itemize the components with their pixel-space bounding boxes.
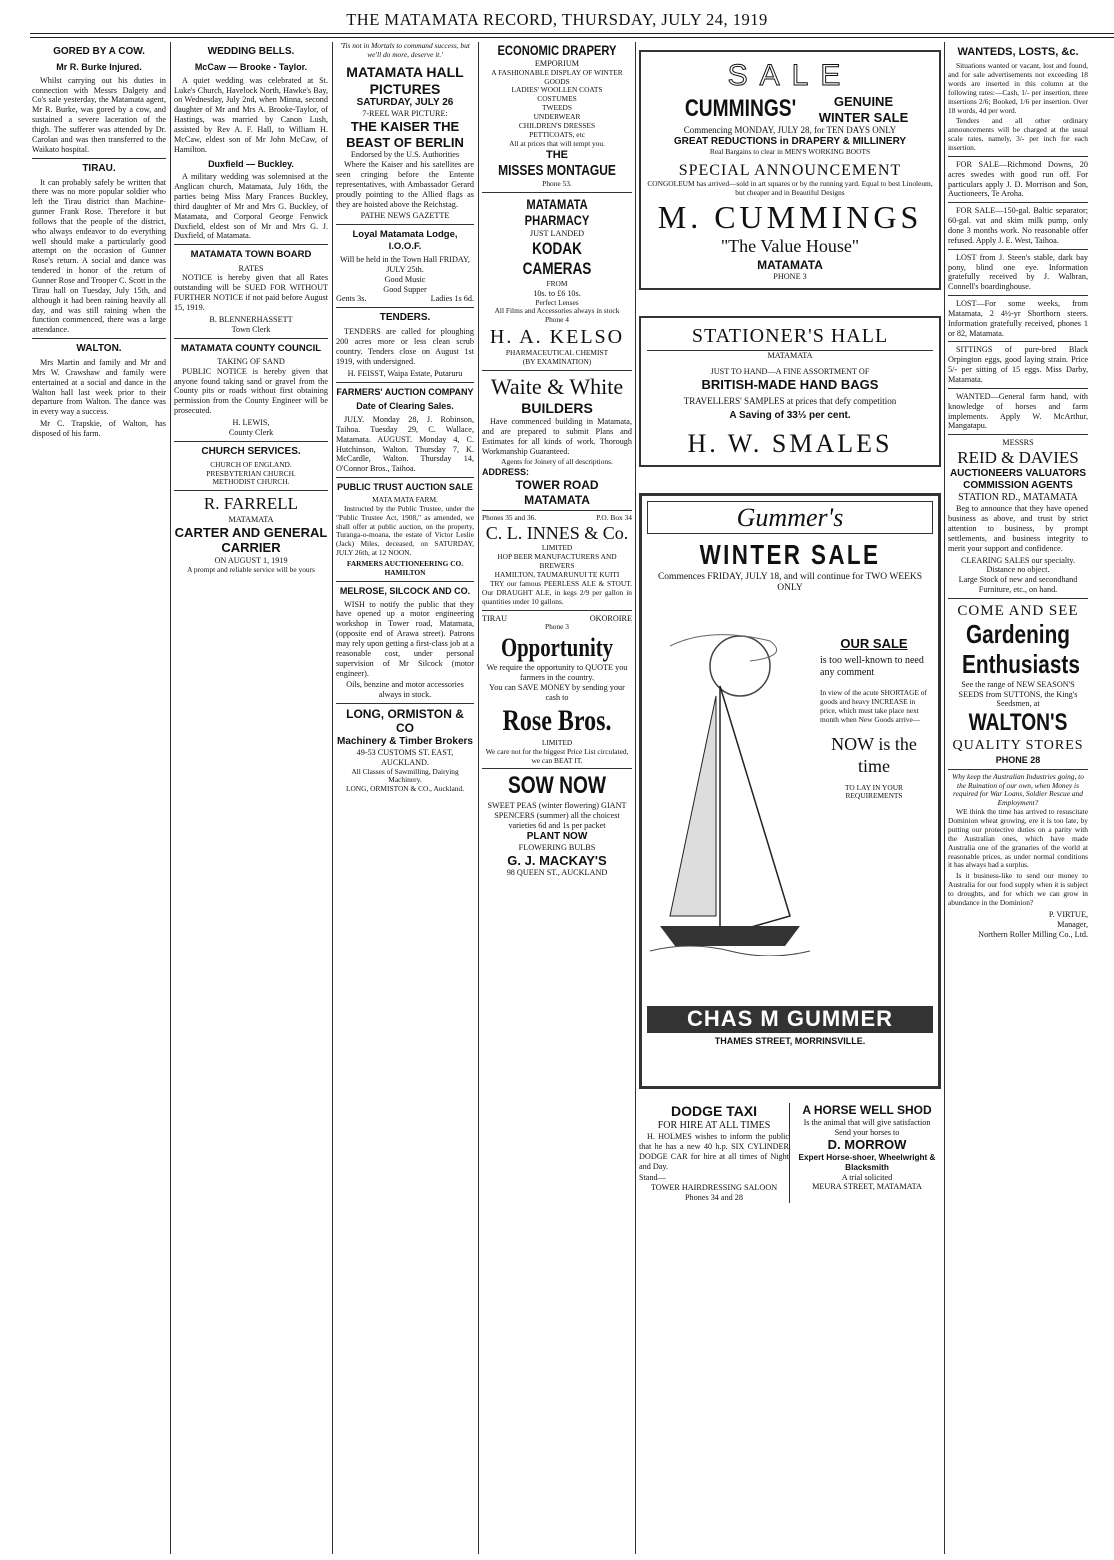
carrier-date: ON AUGUST 1, 1919 bbox=[214, 555, 288, 565]
tenders-heading: TENDERS. bbox=[379, 312, 431, 324]
clearing-sales-list: JULY. Monday 28, J. Robinson, Taihoa. Tuesday 29, C. Wallace, Matamata. AUGUST. Monday 4, C. Hutchinson, Walton. Thursday 7, K. McCardle, Walton. Thursday 14, O'Connor Bros., Taihoa. bbox=[336, 415, 474, 474]
working-boots: Real Bargains to clear in MEN'S WORKING BOOTS bbox=[709, 146, 871, 156]
manager-title: Manager, bbox=[1057, 919, 1088, 929]
winter-sale-heading: WINTER SALE bbox=[699, 539, 881, 571]
travellers-samples: TRAVELLERS' SAMPLES at prices that defy competition bbox=[683, 396, 897, 407]
tenders-rates: Tenders and all other ordinary announcements will be charged at the usual scale rates, namely, 3/- per inch for each insertion. bbox=[948, 116, 1088, 153]
drapery-item-4: UNDERWEAR bbox=[533, 112, 581, 122]
article-duxfield: A military wedding was solemnised at the Anglican church, Matamata, July 16th, the parties being Miss Mary Frances Buckley, third daughter of Mr and Mrs G. Buckley, of Matamata, and Corporal George Fenwick Duxfield, eldest son of Mr and Mrs G. J. Duxfield, of Matamata. bbox=[174, 172, 328, 241]
wanteds-heading: WANTEDS, LOSTS, &c. bbox=[957, 46, 1079, 58]
come-and-see: COME AND SEE bbox=[957, 603, 1079, 620]
pharmacy-heading: MATAMATA PHARMACY bbox=[524, 195, 590, 229]
clearing-sales-subhead: Date of Clearing Sales. bbox=[356, 401, 454, 412]
endorsed-text: Endorsed by the U.S. Authorities bbox=[350, 150, 460, 160]
shortage-text: In view of the acute SHORTAGE of goods and heavy INCREASE in price, which must take place next month when New Goods arrive— bbox=[820, 687, 927, 724]
innes-name: C. L. INNES & Co. bbox=[485, 522, 629, 543]
auctioneers-list: AUCTIONEERS VALUATORS COMMISSION AGENTS bbox=[949, 468, 1087, 492]
gents-price: Gents 3s. bbox=[336, 294, 367, 304]
clearing-specialty: CLEARING SALES our specialty. Distance no object. bbox=[960, 555, 1076, 575]
farmers-auction-heading: FARMERS' AUCTION COMPANY bbox=[336, 386, 474, 397]
farrell-name: R. FARRELL bbox=[203, 494, 299, 514]
australia-text: Is it business-like to send our money to Australia for our food supply when it is subject to droughts, and for which we can grow in abundance in the Dominion? bbox=[948, 871, 1088, 907]
machinery-brokers: Machinery & Timber Brokers bbox=[337, 735, 473, 747]
rose-bros: Rose Bros. bbox=[502, 703, 612, 737]
montague-phone: Phone 53. bbox=[542, 178, 572, 188]
peerless-ale: TRY our famous PEERLESS ALE & STOUT. Our DRAUGHT ALE, in kegs 2/9 per gallon in quantities under 10 gallons. bbox=[482, 578, 632, 606]
kaiser-title: THE KAISER THE BEAST OF BERLIN bbox=[346, 119, 464, 150]
just-to-hand: JUST TO HAND—A FINE ASSORTMENT OF bbox=[710, 366, 870, 376]
rose-limited: LIMITED bbox=[541, 737, 573, 747]
top-rule bbox=[30, 33, 1114, 34]
beat-it: We care not for the biggest Price List circulated, we can BEAT IT. bbox=[485, 746, 629, 765]
long-ormiston-heading: LONG, ORMISTON & CO bbox=[346, 707, 464, 736]
church-england: CHURCH OF ENGLAND. bbox=[210, 459, 292, 469]
public-trust-heading: PUBLIC TRUST AUCTION SALE bbox=[337, 482, 473, 493]
column-3 bbox=[336, 42, 474, 1554]
kodak-cameras: KODAK CAMERAS bbox=[522, 239, 592, 279]
lodge-heading: Loyal Matamata Lodge, I.O.O.F. bbox=[352, 229, 458, 252]
taxi-phones: Phones 34 and 28 bbox=[685, 1193, 743, 1203]
innes-limited: LIMITED bbox=[541, 543, 573, 553]
holmes-text: H. HOLMES wishes to inform the public that he has a new 40 h.p. SIX CYLINDER DODGE CAR for hire at all times of Night and Day. bbox=[639, 1132, 789, 1171]
drapery-prices: All at prices that will tempt you. bbox=[509, 138, 605, 148]
gardening-enthusiasts: Gardening Enthusiasts bbox=[962, 619, 1080, 679]
dodge-taxi: DODGE TAXI bbox=[670, 1103, 758, 1120]
save-money: You can SAVE MONEY by sending your cash to bbox=[489, 683, 625, 702]
column-divider bbox=[478, 42, 479, 1554]
town-clerk-title: Town Clerk bbox=[231, 324, 271, 334]
sailing-yacht-illustration bbox=[650, 616, 810, 956]
gummers-ad bbox=[639, 493, 941, 1089]
special-announcement: SPECIAL ANNOUNCEMENT bbox=[678, 161, 902, 179]
the-label: THE bbox=[546, 148, 568, 161]
m-cummings: M. CUMMINGS bbox=[657, 198, 923, 235]
article-gored: Whilst carrying out his duties in connection with Messrs Dalgety and Co's sale yesterday, the Matamata agent, Mr R. Burke, was gored by a cow, and sustained a severe laceration of the thigh. The sufferer was attended by Dr. Carolan and was then transferred to the Waikato hospital. bbox=[32, 75, 166, 154]
jib-icon bbox=[670, 696, 716, 916]
farmers-auctioneering: FARMERS AUCTIONEERING CO. HAMILTON bbox=[346, 559, 464, 577]
column-divider bbox=[944, 42, 945, 1554]
subhead-duxfield: Duxfield — Buckley. bbox=[208, 158, 294, 169]
sail-icon bbox=[720, 686, 790, 936]
for-hire: FOR HIRE AT ALL TIMES bbox=[657, 1120, 771, 1132]
perfect-lenses: Perfect Lenses bbox=[535, 297, 579, 307]
tower-road: TOWER ROAD MATAMATA bbox=[515, 478, 599, 507]
waite-white: Waite & White bbox=[490, 373, 624, 399]
drapery-item-1: LADIES' WOOLLEN COATS bbox=[511, 85, 603, 95]
reel-label: 7-REEL WAR PICTURE: bbox=[362, 109, 448, 119]
lodge-supper: Good Supper bbox=[383, 284, 427, 294]
winter-display: A FASHIONABLE DISPLAY OF WINTER GOODS bbox=[491, 67, 623, 86]
kelso-name: H. A. KELSO bbox=[489, 326, 625, 349]
wave-icon bbox=[650, 946, 810, 956]
ad-for-sale-separator: FOR SALE—150-gal. Baltic separator; 60-gal. vat and skim milk pump, only done 3 months work. No reasonable offer refused. Apply J. E. West, Taihoa. bbox=[948, 206, 1088, 245]
kelso-title: PHARMACEUTICAL CHEMIST bbox=[505, 348, 609, 358]
tenders-text: TENDERS are called for ploughing 200 acres more or less clean scrub country. Tenders close on August 1st 1919, with undersigned. bbox=[336, 327, 474, 366]
mackay-address: 98 QUEEN ST., AUCKLAND bbox=[506, 868, 608, 878]
drapery-item-3: TWEEDS bbox=[542, 103, 572, 113]
county-clerk: H. LEWIS, bbox=[232, 418, 270, 427]
drapery-item-2: COSTUMES bbox=[537, 94, 577, 104]
wanteds-rates: Situations wanted or vacant, lost and found, and for sale advertisements not exceeding 18 words are inserted in this column at the following rates:—Cash, 1/- per insertion, three insertions 2/6; Booked, 1/6 per insertion. Over 18 words, 4d per word. bbox=[948, 61, 1088, 115]
church-presbyterian: PRESBYTERIAN CHURCH. bbox=[206, 468, 296, 478]
gummers-dates: Commences FRIDAY, JULY 18, and will continue for TWO WEEKS ONLY bbox=[657, 572, 923, 594]
saving-percent: A Saving of 33⅓ per cent. bbox=[729, 410, 851, 422]
column-6 bbox=[948, 42, 1088, 1554]
cummings-ad bbox=[639, 50, 941, 290]
value-house: "The Value House" bbox=[720, 236, 860, 257]
sale-outline-title: SALE bbox=[727, 59, 853, 92]
milling-company: Northern Roller Milling Co., Ltd. bbox=[978, 929, 1088, 939]
ad-lost-pony: LOST from J. Steen's stable, dark bay pony, blind one eye. Information gratefully received by J. Walbran, Connell's boardinghouse. bbox=[948, 252, 1088, 292]
rates-label: RATES bbox=[238, 263, 264, 273]
long-ormiston-address: 49-53 CUSTOMS ST. EAST, AUCKLAND. bbox=[356, 747, 454, 767]
lay-in: TO LAY IN YOUR REQUIREMENTS bbox=[845, 782, 903, 801]
reid-announcement: Beg to announce that they have opened business as above, and trust by strict attention to business, by prompt settlements, and business integrity to merit your support and confidence. bbox=[948, 504, 1088, 553]
long-ormiston-footer: LONG, ORMISTON & CO., Auckland. bbox=[345, 784, 465, 794]
church-methodist: METHODIST CHURCH. bbox=[212, 477, 290, 487]
our-sale: OUR SALE bbox=[840, 636, 908, 652]
column-2 bbox=[174, 42, 328, 1554]
tirau-label: TIRAU bbox=[482, 613, 508, 623]
from-label: FROM bbox=[546, 278, 568, 288]
column-5 bbox=[639, 42, 941, 1554]
messrs-label: MESSRS bbox=[1002, 438, 1034, 448]
send-horses: Send your horses to bbox=[834, 1127, 900, 1137]
congoleum: CONGOLEUM has arrived—sold in art squares or by the running yard. Equal to best Linoleum, but cheaper and in Beautiful Designs bbox=[647, 179, 933, 197]
flowering-bulbs: FLOWERING BULBS bbox=[518, 842, 596, 852]
headline-wedding: WEDDING BELLS. bbox=[207, 46, 295, 57]
kelso-exam: (BY EXAMINATION) bbox=[522, 357, 592, 367]
ad-wanted-farmhand: WANTED—General farm hand, with knowledge of horses and farm implements. Apply W. McArthur, Mangatapu. bbox=[948, 391, 1088, 431]
cummings-dates: Commencing MONDAY, JULY 28, for TEN DAYS ONLY bbox=[683, 125, 897, 136]
now-is-the-time: NOW is the time bbox=[831, 734, 917, 776]
waltons-phone: PHONE 28 bbox=[995, 754, 1041, 765]
headline-walton: WALTON. bbox=[76, 343, 122, 355]
ad-lost-steers: LOST—For some weeks, from Matamata, 2 4½-yr Shorthorn steers. Information gratefully received, phones 1 or 82, Matamata. bbox=[948, 299, 1088, 338]
well-known: is too well-known to need any comment bbox=[820, 654, 924, 678]
kodak-price: 10s. to £6 10s. bbox=[533, 288, 581, 298]
town-board-heading: MATAMATA TOWN BOARD bbox=[190, 249, 312, 261]
subhead-mccaw: McCaw — Brooke - Taylor. bbox=[194, 62, 308, 72]
quote-farmers: We require the opportunity to QUOTE you farmers in the country. bbox=[486, 663, 628, 683]
column-divider bbox=[635, 42, 636, 1554]
long-ormiston-text: All Classes of Sawmilling, Dairying Machinery. bbox=[351, 766, 459, 785]
horse-shoer: Expert Horse-shoer, Wheelwright & Blacksmith bbox=[798, 1152, 936, 1172]
just-landed: JUST LANDED bbox=[529, 229, 585, 239]
morrow-name: D. MORROW bbox=[827, 1137, 907, 1153]
okoroire-label: OKOROIRE bbox=[589, 613, 632, 623]
church-heading: CHURCH SERVICES. bbox=[201, 445, 301, 457]
drapery-heading: ECONOMIC DRAPERY bbox=[497, 42, 617, 58]
builders-label: BUILDERS bbox=[521, 400, 593, 417]
joinery-agents: Agents for Joinery of all descriptions. bbox=[501, 457, 613, 467]
plant-now: PLANT NOW bbox=[526, 830, 588, 842]
cummings-phone: PHONE 3 bbox=[773, 272, 807, 282]
kaiser-description: Where the Kaiser and his satellites are seen cringing before the Entente representatives, with Ambassador Gerard proudly pointing to the Allied flags as they are hoisted above the Reichstag. bbox=[336, 160, 474, 209]
dodge-taxi-ad bbox=[639, 1103, 790, 1203]
horse-satisfaction: Is the animal that will give satisfaction bbox=[803, 1117, 931, 1127]
station-road: STATION RD., MATAMATA bbox=[958, 492, 1078, 504]
stationers-hall-ad bbox=[639, 316, 941, 467]
sand-label: TAKING OF SAND bbox=[217, 356, 285, 366]
stationers-hall: STATIONER'S HALL bbox=[647, 324, 933, 351]
public-trust-subhead: MATA MATA FARM. bbox=[372, 494, 438, 504]
meura-street: MEURA STREET, MATAMATA bbox=[812, 1182, 922, 1192]
misses-montague: MISSES MONTAGUE bbox=[498, 161, 616, 179]
farrell-town: MATAMATA bbox=[228, 514, 274, 524]
column-4 bbox=[482, 42, 632, 1554]
hairdressing-saloon: TOWER HAIRDRESSING SALOON bbox=[650, 1183, 778, 1193]
sow-now: SOW NOW bbox=[507, 772, 607, 800]
town-clerk: B. BLENNERHASSETT bbox=[209, 314, 293, 324]
masthead: THE MATAMATA RECORD, THURSDAY, JULY 24, 1919 bbox=[346, 10, 768, 29]
pharmacy-phone: Phone 4 bbox=[544, 315, 570, 325]
emporium-label: EMPORIUM bbox=[534, 58, 580, 68]
stand-label: Stand— bbox=[639, 1173, 666, 1183]
virtue-sig: P. VIRTUE, bbox=[1048, 909, 1088, 919]
thames-street: THAMES STREET, MORRINSVILLE. bbox=[714, 1036, 866, 1047]
stationers-town: MATAMATA bbox=[767, 351, 813, 361]
county-council-heading: MATAMATA COUNTY COUNCIL bbox=[180, 342, 322, 354]
wheat-text: WE think the time has arrived to resuscitate Dominion wheat growing, ere it is too late, by putting our protective duties on a parity with the Australian ones, which have made Australia one of the granaries of the world at reasonable prices, as under normal conditions it has always had a surplus. bbox=[948, 807, 1088, 870]
hall-date: SATURDAY, JULY 26 bbox=[356, 97, 454, 109]
ad-for-sale-downs: FOR SALE—Richmond Downs, 20 acres swedes with good run off. For particulars apply J. D. Morrison and Son, Auctioneers, Te Aroha. bbox=[948, 159, 1088, 199]
hall-pictures-heading: MATAMATA HALL PICTURES bbox=[346, 63, 464, 97]
county-clerk-title: County Clerk bbox=[228, 427, 274, 437]
hand-bags: BRITISH-MADE HAND BAGS bbox=[701, 376, 879, 392]
rose-phone: Phone 3 bbox=[544, 622, 570, 632]
melrose-text: WISH to notify the public that they have opened up a motor engineering workshop in Tower road, Matamata, (opposite end of Arawa street). Patrons may rely upon getting a first-class job at a reasonable cost, under personal supervision of Mr Silcock (motor engineer). bbox=[336, 599, 474, 678]
article-walton: Mrs Martin and family and Mr and Mrs W. Crawshaw and family were entertained at a social and dance in the Walton hall last week prior to their departure from Walton. The dance was in every way a success. bbox=[32, 358, 166, 417]
drapery-item-5: CHILDREN'S DRESSES bbox=[518, 120, 596, 130]
great-reductions: GREAT REDUCTIONS in DRAPERY & MILLINERY bbox=[673, 135, 907, 147]
waltons: WALTON'S bbox=[968, 709, 1068, 737]
melrose-heading: MELROSE, SILCOCK AND CO. bbox=[339, 585, 471, 596]
horse-shod-ad bbox=[794, 1103, 940, 1203]
lodge-music: Good Music bbox=[384, 274, 426, 284]
horse-well-shod: A HORSE WELL SHOD bbox=[802, 1103, 932, 1118]
gummers-heading: Gummer's bbox=[647, 501, 933, 534]
why-question: Why keep the Australian Industries going, to the Ruination of our own, when Money is required for War Loans, Soldier Rescue and Employment? bbox=[952, 771, 1084, 808]
chas-gummer: CHAS M GUMMER bbox=[647, 1006, 933, 1032]
quality-stores: QUALITY STORES bbox=[952, 738, 1084, 754]
hull-icon bbox=[660, 926, 800, 946]
mackay-name: G. J. MACKAY'S bbox=[507, 852, 607, 868]
column-1 bbox=[32, 42, 166, 1554]
rates-notice: NOTICE is hereby given that all Rates outstanding will be SUED FOR WITHOUT FURTHER NOTICE if not paid before August 15, 1919. bbox=[174, 273, 328, 313]
hop-beer: HOP BEER MANUFACTURERS AND BREWERS bbox=[497, 552, 617, 571]
builders-text: Have commenced building in Matamata, and are prepared to submit Plans and Estimates for all kinds of work. Thorough Workmanship Guaranteed. bbox=[482, 417, 632, 456]
sand-notice: PUBLIC NOTICE is hereby given that anyone found taking sand or gravel from the County pits or roads without first obtaining permission from the County Engineer will be prosecuted. bbox=[174, 366, 328, 416]
films-accessories: All Films and Accessories always in stock bbox=[494, 306, 620, 316]
cummings-town: MATAMATA bbox=[757, 257, 823, 272]
public-trust-text: Instructed by the Public Trustee, under the "Public Trustee Act, 1908," as amended, we shall offer at public auction, on the property, Turanga-o-moana, the estate of Victor Leslie (Jack) Miles, deceased, on SATURDAY, JULY 26th, at 12 NOON. bbox=[336, 503, 474, 558]
moon-icon bbox=[710, 636, 770, 696]
sweet-peas: SWEET PEAS (winter flowering) GIANT SPENCERS (summer) all the choicest varieties 6d and 1s per packet bbox=[487, 801, 627, 830]
genuine-winter-sale: GENUINE WINTER SALE bbox=[818, 94, 909, 125]
cloud-icon bbox=[670, 635, 777, 661]
furniture-stock: Large Stock of new and secondhand Furniture, etc., on hand. bbox=[958, 575, 1078, 595]
trial-solicited: A trial solicited bbox=[841, 1172, 893, 1182]
top-rule-2 bbox=[30, 37, 1114, 38]
innes-phones: Phones 35 and 36. bbox=[482, 512, 537, 522]
lodge-details: Will be held in the Town Hall FRIDAY, JULY 25th. bbox=[340, 255, 470, 274]
innes-towns: HAMILTON, TAUMARUNUI TE KUITI bbox=[494, 570, 620, 579]
headline-gored: GORED BY A COW. bbox=[53, 46, 145, 57]
innes-pobox: P.O. Box 34 bbox=[596, 512, 632, 522]
headline-tirau: TIRAU. bbox=[82, 162, 116, 174]
article-mccaw: A quiet wedding was celebrated at St. Luke's Church, Havelock North, Hawke's Bay, on Wednesday, July 2nd, when Minna, second daughter of Mr and Mrs A. Brooke-Taylor, of Hastings, was married by Canon Lush, assisted by Rev A. F. Hall, to William H. McCaw, eldest son of Mr John McCaw, of Hamilton. bbox=[174, 75, 328, 154]
article-walton-end: Mr C. Trapskie, of Walton, has disposed of his farm. bbox=[32, 419, 166, 438]
column-divider bbox=[170, 42, 171, 1554]
subhead-burke: Mr R. Burke Injured. bbox=[56, 62, 142, 72]
address-label: ADDRESS: bbox=[482, 467, 530, 478]
feisst-sig: H. FEISST, Waipa Estate, Putaruru bbox=[347, 368, 463, 378]
ladies-price: Ladies 1s 6d. bbox=[430, 294, 474, 304]
article-tirau: It can probably safely be written that there was no more popular soldier who left the Tirau district than Machine-gunner Frank Rose. Therefore it but follows that the people of the district, who always endeavor to do everything well should make a particularly good attempt on the occasion of Gunner Rose's return. A social and dance was tendered in honor of the return of Gunner Rose and Trooper C. Scott in the Tirau hall on Tuesday, July 15th, and although it had been raining heavily all day, and was still raining when the function commenced, there was a large attendance. bbox=[32, 177, 166, 335]
column-divider bbox=[332, 42, 333, 1554]
smales-name: H. W. SMALES bbox=[687, 429, 893, 459]
ad-sittings: SITTINGS of pure-bred Black Orpington eggs, good laying strain. Price 5/- per sitting of 15 eggs. Miss Darby, Matamata. bbox=[948, 345, 1088, 384]
carrier-footer: A prompt and reliable service will be yours bbox=[187, 564, 315, 574]
seeds-range: See the range of NEW SEASON'S SEEDS from SUTTONS, the King's Seedsmen, at bbox=[958, 679, 1078, 709]
melrose-oils: Oils, benzine and motor accessories always in stock. bbox=[346, 680, 464, 700]
pathe-news: PATHE NEWS GAZETTE bbox=[360, 211, 450, 221]
carrier-heading: CARTER AND GENERAL CARRIER bbox=[174, 524, 328, 556]
reid-davies: REID & DAVIES bbox=[957, 448, 1079, 468]
cummings-banner: CUMMINGS' bbox=[685, 95, 797, 123]
drapery-item-6: PETTICOATS, etc bbox=[529, 129, 585, 139]
hall-quote: 'Tis not in Mortals to command success, but we'll do more, deserve it.' bbox=[340, 42, 470, 59]
opportunity: Opportunity bbox=[500, 633, 614, 663]
